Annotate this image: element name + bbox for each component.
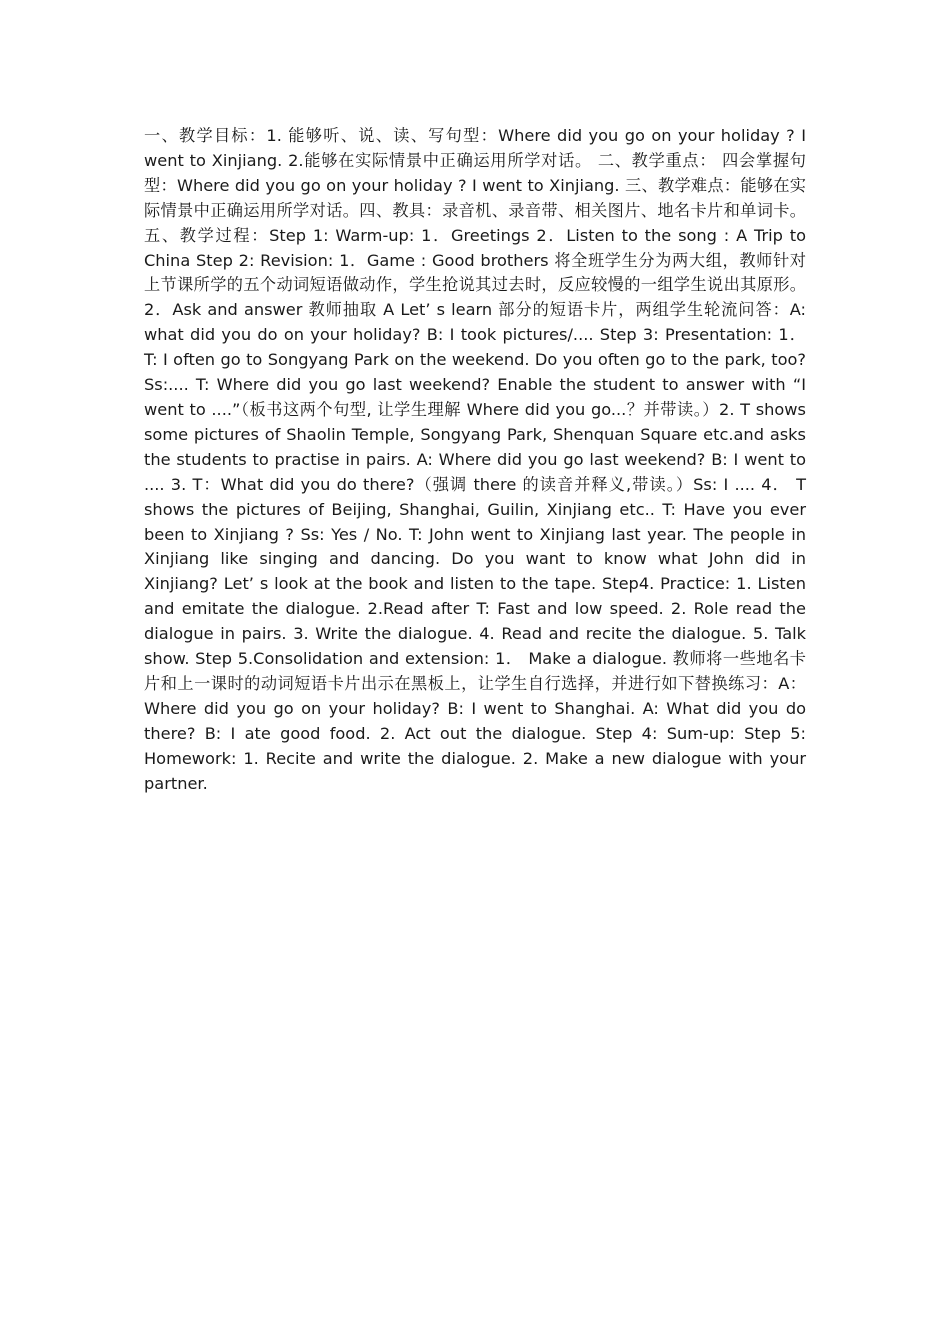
lesson-plan-paragraph: 一、教学目标：1. 能够听、说、读、写句型：Where did you go on your holiday ? I went to Xinjiang. 2.能够在实际情景中正确运用所学对话。 二、教学重点： 四会掌握句型：Where did you go on your holiday ? I went to Xinjiang. 三、教学难点：能够在实际情景中正确运用所学对话。四、教具：录音机、录音带、相关图片、地名卡片和单词卡。五、教学过程：Step 1: Warm-up: 1．Greetings 2．Listen to the song : A Trip to China Step 2: Revision: 1．Game : Good brothers 将全班学生分为两大组，教师针对上节课所学的五个动词短语做动作，学生抢说其过去时，反应较慢的一组学生说出其原形。 2．Ask and answer 教师抽取 A Let’ s learn 部分的短语卡片，两组学生轮流问答：A: what did you do on your holiday? B: I took pictures/.... Step 3: Presentation: 1． T: I often go to Songyang Park on the weekend. Do you often go to the park, too? Ss:.... T: Where did you go last weekend? Enable the student to answer with “I went to ....”（板书这两个句型, 让学生理解 Where did you go...？并带读。）2. T shows some pictures of Shaolin Temple, Songyang Park, Shenquan Square etc.and asks the students to practise in pairs. A: Where did you go last weekend? B: I went to .... 3. T：What did you do there?（强调 there 的读音并释义,带读。）Ss: I .... 4． T shows the pictures of Beijing, Shanghai, Guilin, Xinjiang etc.. T: Have you ever been to Xinjiang ? Ss: Yes / No. T: John went to Xinjiang last year. The people in Xinjiang like singing and dancing. Do you want to know what John did in Xinjiang? Let’ s look at the book and listen to the tape. Step4. Practice: 1. Listen and emitate the dialogue. 2.Read after T: Fast and low speed. 2. Role read the dialogue in pairs. 3. Write the dialogue. 4. Read and recite the dialogue. 5. Talk show. Step 5.Consolidation and extension: 1． Make a dialogue. 教师将一些地名卡片和上一课时的动词短语卡片出示在黑板上，让学生自行选择，并进行如下替换练习：A：Where did you go on your holiday? B: I went to Shanghai. A: What did you do there? B: I ate good food. 2. Act out the dialogue. Step 4: Sum-up: Step 5: Homework: 1. Recite and write the dialogue. 2. Make a new dialogue with your partner. (144, 126, 806, 793)
